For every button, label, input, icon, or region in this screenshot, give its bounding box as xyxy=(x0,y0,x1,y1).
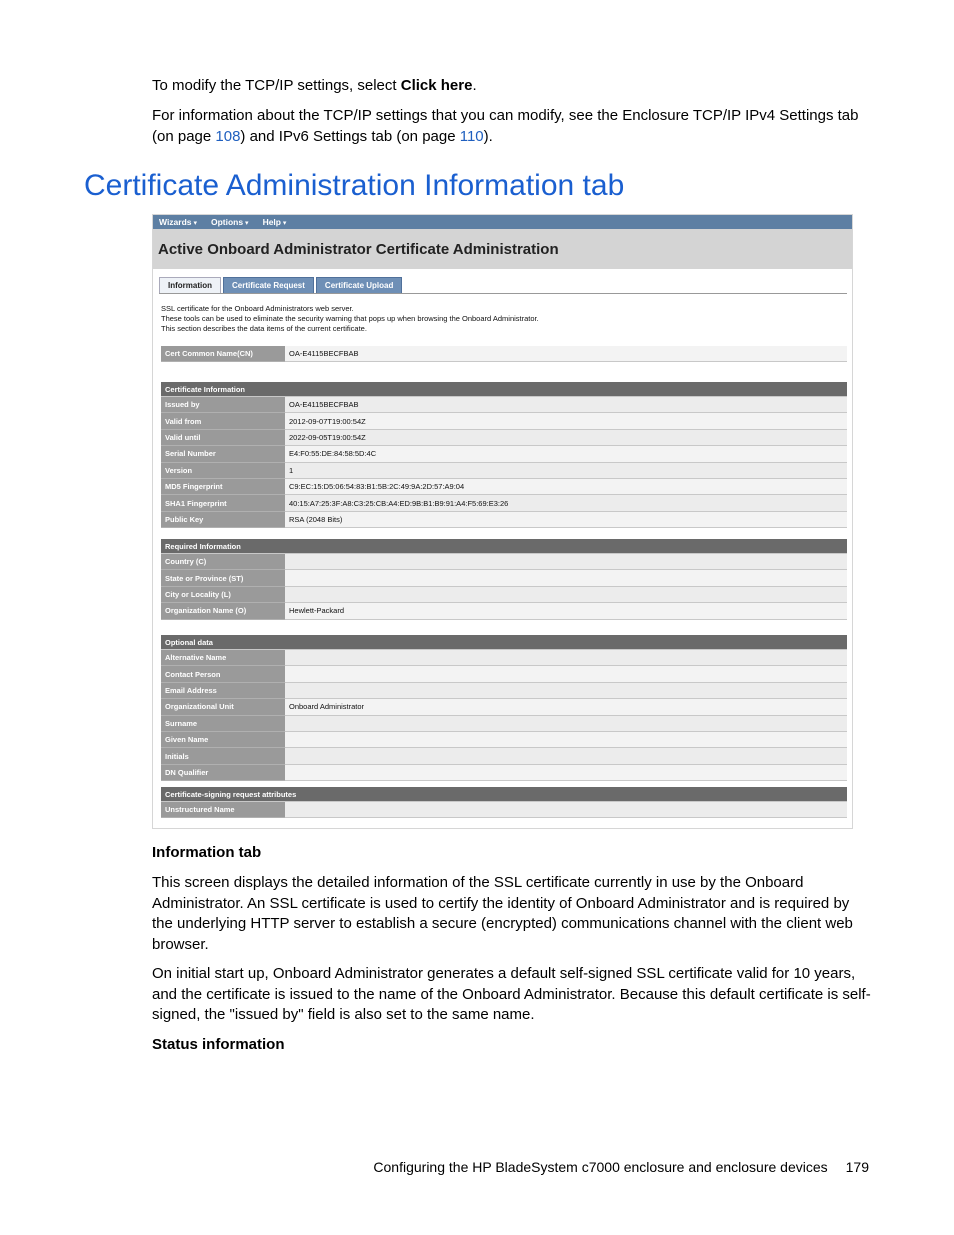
field-label: Unstructured Name xyxy=(161,802,285,818)
section-header: Optional data xyxy=(161,635,847,650)
field-label: Email Address xyxy=(161,682,285,698)
section-header-row xyxy=(161,635,847,650)
csr-attributes-table xyxy=(161,787,847,818)
section-header-row xyxy=(161,787,847,802)
field-value: Onboard Administrator xyxy=(285,699,847,715)
table-row xyxy=(161,586,847,602)
tab-certificate-upload[interactable]: Certificate Upload xyxy=(316,277,402,293)
field-value xyxy=(285,554,847,570)
field-value xyxy=(285,748,847,764)
body-paragraph-1: This screen displays the detailed information of the SSL certificate currently in use by the Onboard Administrator. An SSL certificate is used to certify the identity of Onboard Administrator and is required by the underlying HTTP server to establish a secure (encrypted) communications channel with the client web browser. xyxy=(152,874,853,953)
table-row xyxy=(161,603,847,619)
page-link-110[interactable]: 110 xyxy=(459,127,484,145)
tab-information[interactable]: Information xyxy=(159,277,221,293)
field-label: DN Qualifier xyxy=(161,764,285,780)
information-tab-heading: Information tab xyxy=(152,844,262,861)
menu-options[interactable]: Options ▾ xyxy=(211,217,249,227)
optional-data-table xyxy=(161,635,847,781)
field-value xyxy=(285,586,847,602)
table-row xyxy=(161,429,847,445)
field-value xyxy=(285,682,847,698)
field-value xyxy=(285,764,847,780)
description-line: This section describes the data items of the current certificate. xyxy=(161,324,367,333)
table-row xyxy=(161,511,847,527)
field-value: OA-E4115BECFBAB xyxy=(285,397,847,413)
menu-help[interactable]: Help ▾ xyxy=(263,217,287,227)
table-row xyxy=(161,650,847,666)
table-row xyxy=(161,446,847,462)
tcpip-info-paragraph: For information about the TCP/IP settings that you can modify, see the Enclosure TCP/IP IPv4 Settings tab (on page 108) and IPv6 Settings tab (on page 110). xyxy=(152,107,859,145)
table-row xyxy=(161,731,847,747)
field-label: Valid until xyxy=(161,429,285,445)
field-label: Country (C) xyxy=(161,554,285,570)
section-header-row xyxy=(161,539,847,554)
tab-certificate-request[interactable]: Certificate Request xyxy=(223,277,314,293)
table-row xyxy=(161,748,847,764)
description-line: These tools can be used to eliminate the security warning that pops up when browsing the Onboard Administrator. xyxy=(161,314,539,323)
table-row xyxy=(161,715,847,731)
table-row xyxy=(161,346,847,362)
section-header: Certificate-signing request attributes xyxy=(161,787,847,802)
field-value: OA-E4115BECFBAB xyxy=(285,346,847,362)
field-value xyxy=(285,650,847,666)
table-row xyxy=(161,462,847,478)
field-value: RSA (2048 Bits) xyxy=(285,511,847,527)
field-label: Contact Person xyxy=(161,666,285,682)
field-value xyxy=(285,731,847,747)
field-label: SHA1 Fingerprint xyxy=(161,495,285,511)
description-line: SSL certificate for the Onboard Administrators web server. xyxy=(161,304,354,313)
screen-title: Active Onboard Administrator Certificate Administration xyxy=(153,229,852,269)
click-here-label: Click here xyxy=(400,77,473,94)
field-value: Hewlett-Packard xyxy=(285,603,847,619)
table-row xyxy=(161,699,847,715)
field-value xyxy=(285,715,847,731)
section-header: Certificate Information xyxy=(161,382,847,397)
field-label: Given Name xyxy=(161,731,285,747)
required-information-table xyxy=(161,539,847,620)
certificate-information-table xyxy=(161,382,847,528)
body-paragraph-2: On initial start up, Onboard Administrator generates a default self-signed SSL certificate valid for 10 years, and the certificate is issued to the name of the Onboard Administrator. Because this default certificate is self-signed, the "issued by" field is also set to the same name. xyxy=(152,965,871,1023)
field-label: Surname xyxy=(161,715,285,731)
page-number: 179 xyxy=(845,1159,869,1175)
field-value: E4:F0:55:DE:84:58:5D:4C xyxy=(285,446,847,462)
field-value: 40:15:A7:25:3F:A8:C3:25:CB:A4:ED:9B:B1:B9:91:A4:F5:69:E3:26 xyxy=(285,495,847,511)
field-value xyxy=(285,666,847,682)
table-row xyxy=(161,413,847,429)
field-label: Organization Name (O) xyxy=(161,603,285,619)
table-row xyxy=(161,554,847,570)
common-name-table xyxy=(161,346,847,362)
field-value: 2012-09-07T19:00:54Z xyxy=(285,413,847,429)
table-row xyxy=(161,397,847,413)
field-label: Cert Common Name(CN) xyxy=(161,346,285,362)
certificate-admin-screenshot xyxy=(152,214,853,829)
page-footer xyxy=(373,1159,869,1175)
section-title: Certificate Administration Information tab xyxy=(84,169,625,202)
section-header-row xyxy=(161,382,847,397)
field-label: Serial Number xyxy=(161,446,285,462)
tab-strip xyxy=(159,277,847,294)
menu-wizards[interactable]: Wizards ▾ xyxy=(159,217,197,227)
table-row xyxy=(161,478,847,494)
field-value: 1 xyxy=(285,462,847,478)
menu-bar xyxy=(153,215,852,229)
field-value xyxy=(285,570,847,586)
field-label: Initials xyxy=(161,748,285,764)
field-label: Issued by xyxy=(161,397,285,413)
description xyxy=(161,304,852,334)
field-label: Organizational Unit xyxy=(161,699,285,715)
page-link-108[interactable]: 108 xyxy=(215,127,241,145)
field-label: Public Key xyxy=(161,511,285,527)
table-row xyxy=(161,570,847,586)
table-row xyxy=(161,764,847,780)
table-row xyxy=(161,666,847,682)
field-label: State or Province (ST) xyxy=(161,570,285,586)
field-label: Valid from xyxy=(161,413,285,429)
modify-instruction: To modify the TCP/IP settings, select Click here. xyxy=(152,77,477,94)
field-value: C9:EC:15:D5:06:54:83:B1:5B:2C:49:9A:2D:57:A9:04 xyxy=(285,478,847,494)
field-value xyxy=(285,802,847,818)
status-information-heading: Status information xyxy=(152,1036,285,1053)
table-row xyxy=(161,495,847,511)
field-label: City or Locality (L) xyxy=(161,586,285,602)
field-label: Version xyxy=(161,462,285,478)
table-row xyxy=(161,802,847,818)
field-label: MD5 Fingerprint xyxy=(161,478,285,494)
field-value: 2022-09-05T19:00:54Z xyxy=(285,429,847,445)
field-label: Alternative Name xyxy=(161,650,285,666)
footer-text: Configuring the HP BladeSystem c7000 enclosure and enclosure devices xyxy=(373,1159,828,1175)
section-header: Required Information xyxy=(161,539,847,554)
table-row xyxy=(161,682,847,698)
